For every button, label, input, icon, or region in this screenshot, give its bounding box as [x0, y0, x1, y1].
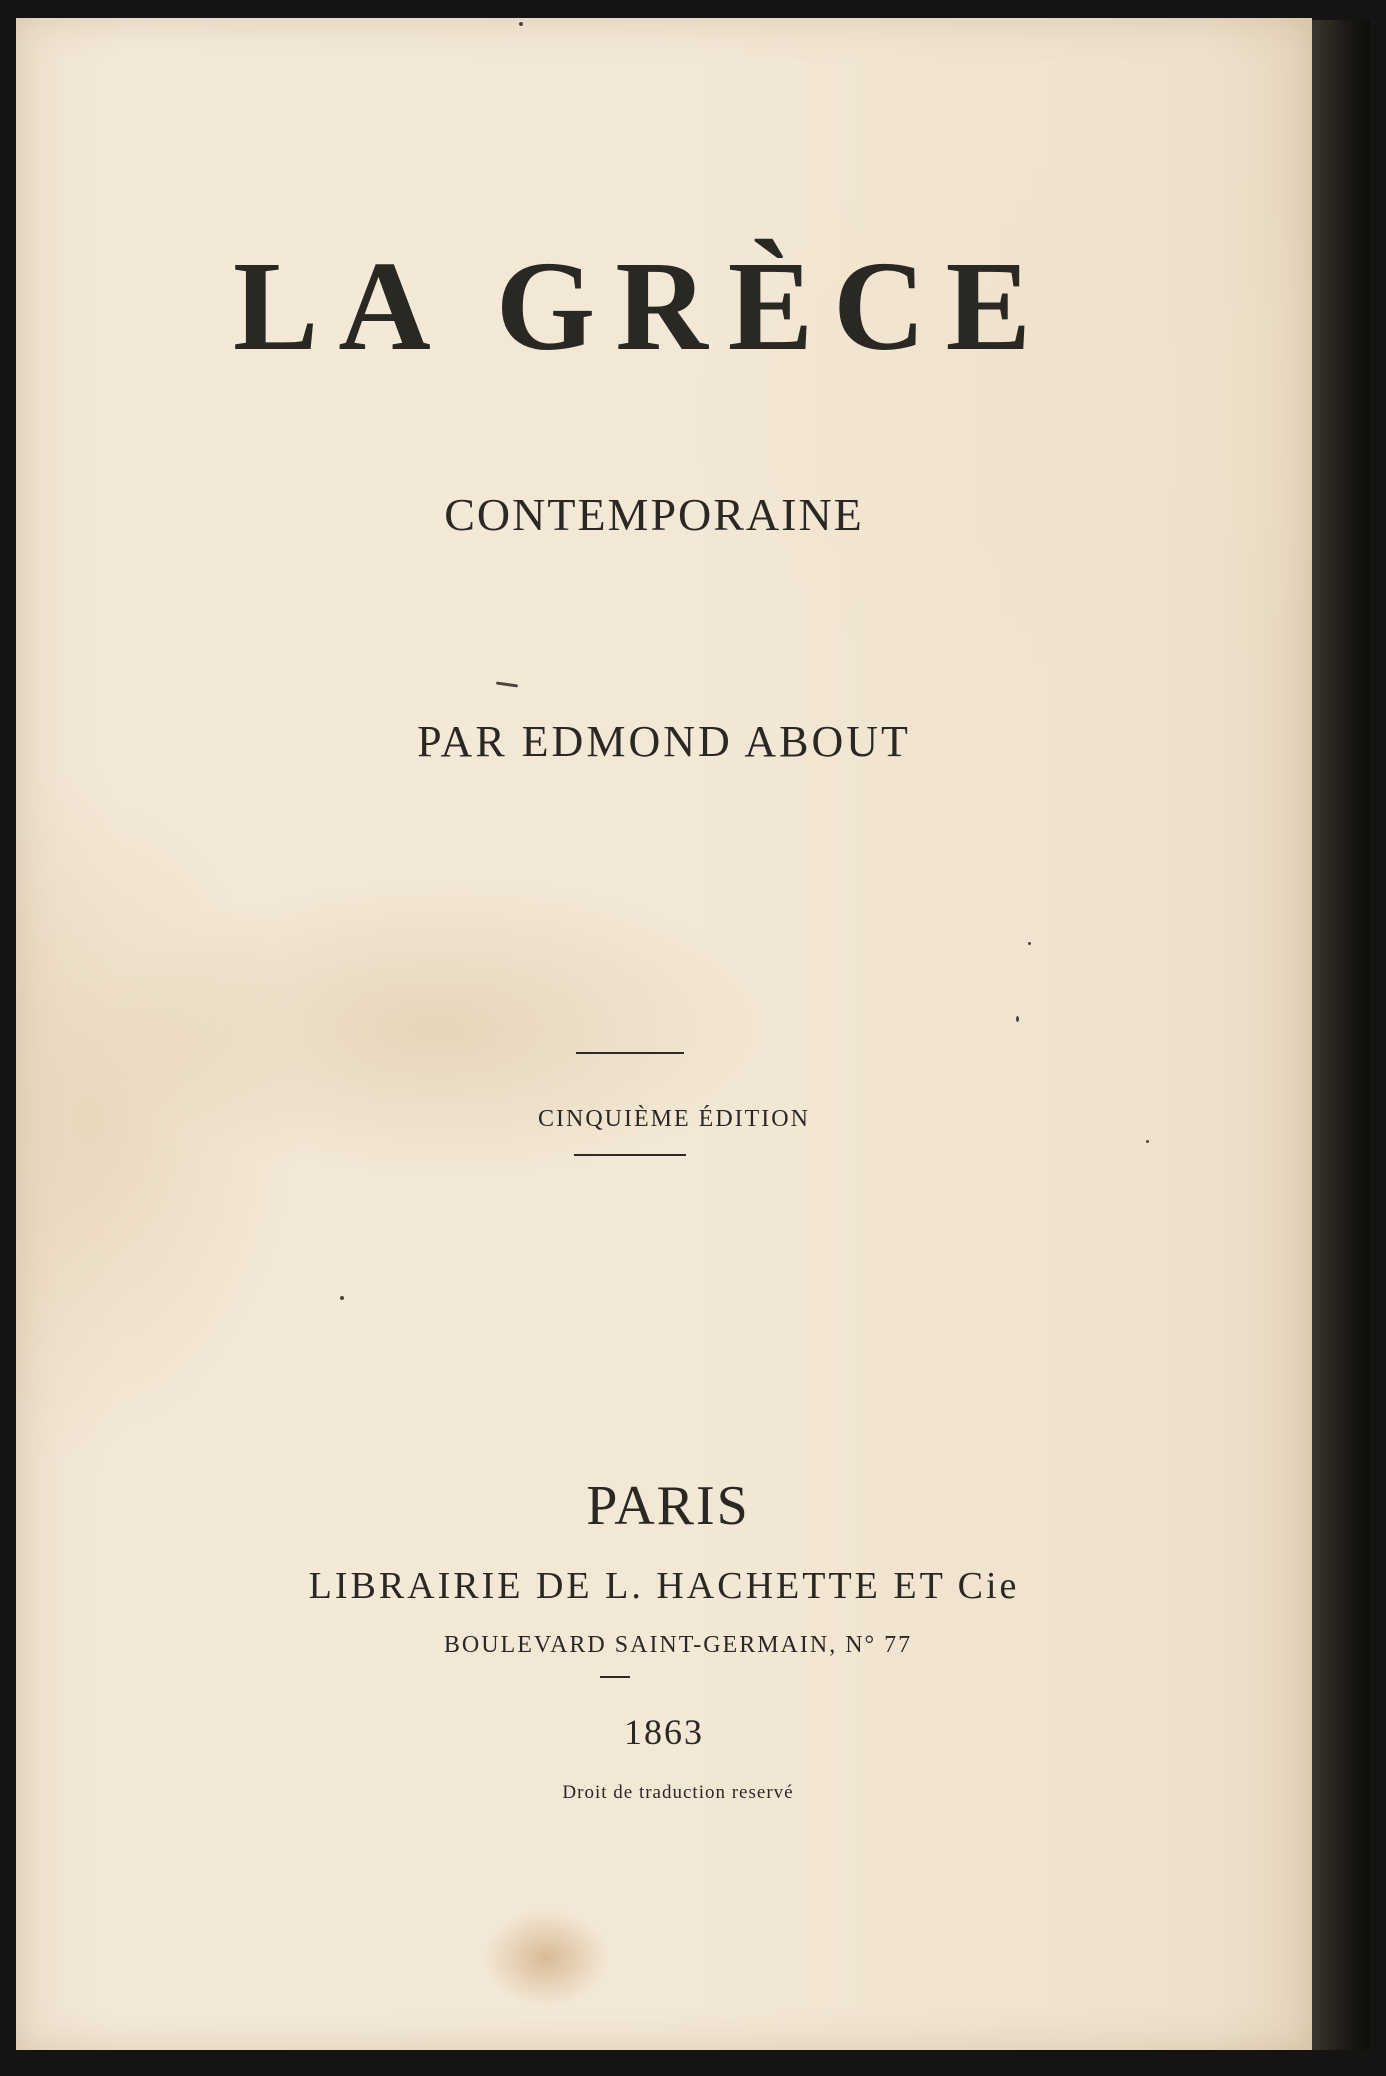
author-line: PAR EDMOND ABOUT: [417, 717, 911, 766]
book-subtitle: CONTEMPORAINE: [444, 489, 864, 540]
paper-speck: [340, 1296, 344, 1300]
edition-rule-bottom: [574, 1154, 686, 1156]
paper-speck: [1028, 942, 1031, 945]
paper-speck: [1016, 1016, 1019, 1022]
publisher-address: BOULEVARD SAINT-GERMAIN, N° 77: [443, 1632, 913, 1658]
edition-rule-top: [576, 1052, 684, 1054]
edition-label: CINQUIÈME ÉDITION: [538, 1106, 810, 1132]
publication-city: PARIS: [586, 1475, 750, 1537]
paper-speck: [519, 22, 523, 26]
publisher-name: LIBRAIRIE DE L. HACHETTE ET Cie: [308, 1565, 1020, 1607]
paper-speck: [1146, 1140, 1149, 1143]
book-title: LA GRÈCE: [233, 235, 1051, 377]
rights-notice: Droit de traduction reservé: [562, 1782, 794, 1803]
publication-year: 1863: [624, 1712, 704, 1752]
title-page: [16, 18, 1312, 2050]
year-rule: [600, 1676, 630, 1678]
paper-speck: [496, 681, 518, 687]
